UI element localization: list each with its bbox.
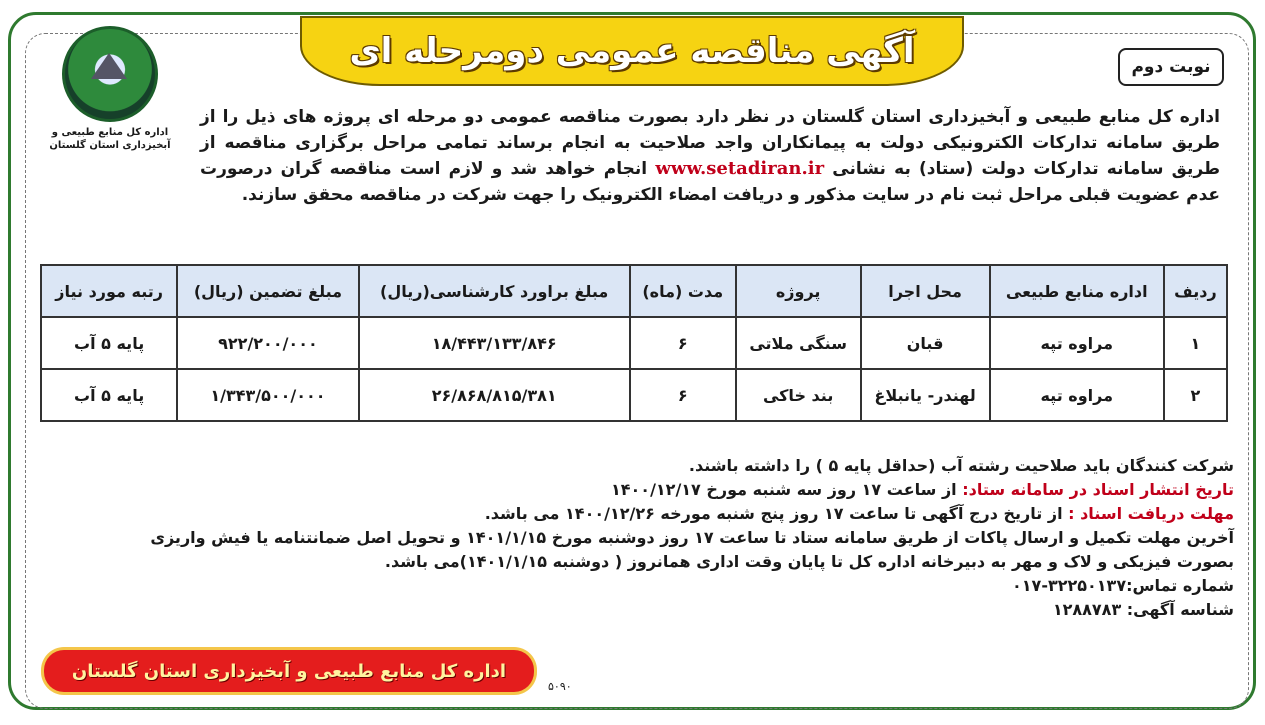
receive-text: از تاریخ درج آگهی تا ساعت ۱۷ روز پنج شنبه مورخه ۱۴۰۰/۱۲/۲۶ می باشد. [484, 504, 1063, 523]
intro-line-1: اداره کل منابع طبیعی و آبخیزداری استان گلستان در نظر دارد بصورت مناقصه عمومی دو مرحله ای پروژه های ذیل را از طریق [200, 107, 1220, 153]
cell-row-num: ۱ [1164, 317, 1227, 369]
publish-text: از ساعت ۱۷ روز سه شنبه مورخ ۱۴۰۰/۱۲/۱۷ [611, 480, 957, 499]
header-location: محل اجرا [861, 265, 990, 317]
round-badge: نوبت دوم [1118, 48, 1224, 86]
intro-line-2: سامانه تدارکات الکترونیکی دولت به پیمانکاران واجد صلاحیت به انجام برساند تمامی مراحل برگزاری مناقصه از طریق سامانه [200, 133, 1220, 179]
cell-location: قبان [861, 317, 990, 369]
publish-date-line [30, 478, 1234, 502]
mountain-icon [91, 53, 127, 79]
receive-label: مهلت دریافت اسناد : [1068, 504, 1234, 523]
cell-office: مراوه تپه [990, 369, 1164, 421]
cell-project: سنگی ملاتی [736, 317, 861, 369]
logo-caption: اداره کل منابع طبیعی و آبخیزداری استان گلستان [49, 127, 171, 151]
publish-label: تاریخ انتشار اسناد در سامانه ستاد: [962, 480, 1234, 499]
header-row-num: ردیف [1164, 265, 1227, 317]
header-estimate: مبلغ براورد کارشناسی(ریال) [359, 265, 630, 317]
cell-estimate: ۲۶/۸۶۸/۸۱۵/۳۸۱ [359, 369, 630, 421]
ad-identifier: شناسه آگهی: ۱۲۸۸۷۸۳ [1052, 600, 1234, 619]
cell-duration: ۶ [630, 369, 736, 421]
cell-duration: ۶ [630, 317, 736, 369]
cell-grade: پایه ۵ آب [41, 369, 177, 421]
header-grade: رتبه مورد نیاز [41, 265, 177, 317]
header-guarantee: مبلغ تضمین (ریال) [177, 265, 358, 317]
table-row [41, 369, 1227, 421]
cell-office: مراوه تپه [990, 317, 1164, 369]
cell-guarantee: ۹۲۲/۲۰۰/۰۰۰ [177, 317, 358, 369]
intro-line-4: مراحل ثبت نام در سایت مذکور و دریافت امضاء الکترونیک را جهت شرکت در مناقصه محقق سازند. [241, 185, 1063, 205]
footer-organization-name: اداره کل منابع طبیعی و آبخیزداری استان گلستان [71, 660, 507, 682]
page-title: آگهی مناقصه عمومی دومرحله ای [349, 31, 915, 71]
cell-project: بند خاکی [736, 369, 861, 421]
setadiran-link[interactable]: www.setadiran.ir [655, 158, 825, 179]
table-row [41, 317, 1227, 369]
cell-location: لهندر- یانبلاغ [861, 369, 990, 421]
header-duration: مدت (ماه) [630, 265, 736, 317]
cell-estimate: ۱۸/۴۴۳/۱۳۳/۸۴۶ [359, 317, 630, 369]
table-header-row [41, 265, 1227, 317]
header-office: اداره منابع طبیعی [990, 265, 1164, 317]
cell-guarantee: ۱/۳۴۳/۵۰۰/۰۰۰ [177, 369, 358, 421]
receive-deadline-line [30, 502, 1234, 526]
organization-logo-icon [62, 26, 158, 122]
submission-deadline-line-1: آخرین مهلت تکمیل و ارسال پاکات از طریق سامانه ستاد تا ساعت ۱۷ روز دوشنبه مورخ ۱۴۰۱/۱/۱۵ و تحویل اصل ضمانتنامه یا فیش واریزی [150, 528, 1234, 547]
contact-phone: شماره تماس:۳۲۲۵۰۱۳۷-۰۱۷ [1012, 576, 1234, 595]
intro-paragraph [200, 104, 1220, 208]
intro-line-3a: تدارکات دولت (ستاد) به نشانی [832, 159, 1099, 179]
footer-organization-bar [44, 650, 534, 692]
submission-deadline-line-2: بصورت فیزیکی و لاک و مهر به دبیرخانه اداره کل تا پایان وقت اداری همانروز ( دوشنبه ۱۴۰۱/۱/۱۵)می باشد. [384, 552, 1234, 571]
notes-section [30, 454, 1234, 622]
projects-table [40, 264, 1228, 422]
header-project: پروژه [736, 265, 861, 317]
qualification-note: شرکت کنندگان باید صلاحیت رشته آب (حداقل پایه ۵ ) را داشته باشند. [688, 456, 1234, 475]
cell-row-num: ۲ [1164, 369, 1227, 421]
intro-line-3b: انجام خواهد شد و لازم است مناقصه گران درصورت عدم عضویت قبلی [200, 159, 1220, 205]
print-code: ۵۰۹۰ [548, 680, 572, 693]
cell-grade: پایه ۵ آب [41, 317, 177, 369]
title-banner [300, 16, 964, 86]
